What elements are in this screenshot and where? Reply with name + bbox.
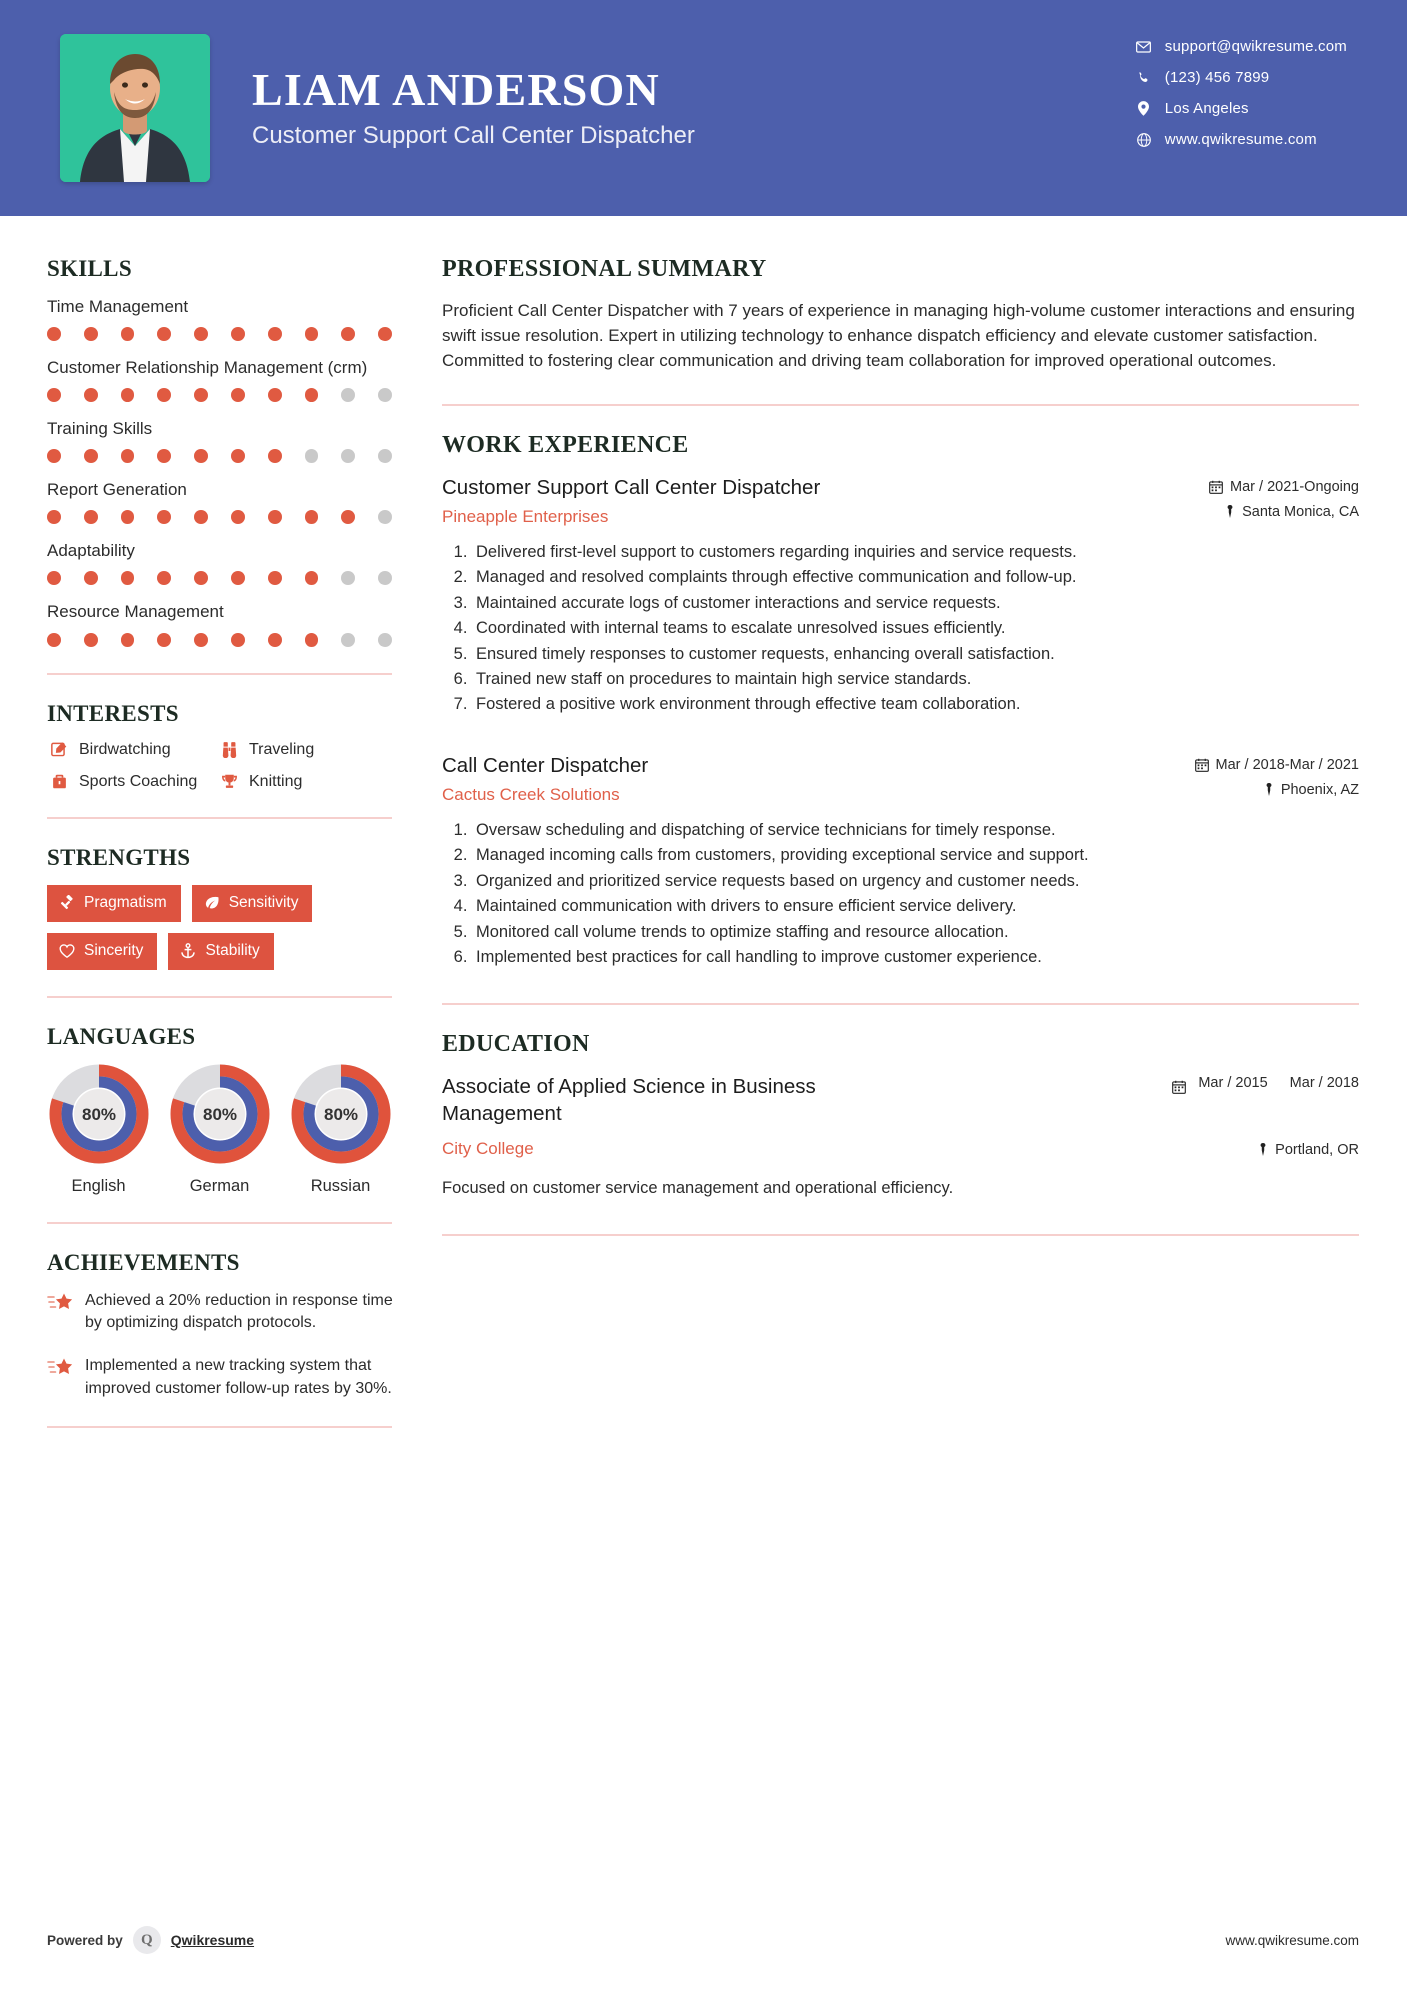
rating-dot-filled xyxy=(121,327,135,341)
skill-rating-dots xyxy=(47,571,392,585)
strength-chip xyxy=(47,933,157,970)
contact-phone-text: (123) 456 7899 xyxy=(1164,69,1270,86)
qwikresume-logo-icon: Q xyxy=(133,1926,161,1954)
rating-dot-filled xyxy=(47,388,61,402)
job-location xyxy=(1169,504,1359,520)
skill-label: Training Skills xyxy=(47,419,153,439)
rating-dot-filled xyxy=(84,633,98,647)
rating-dot-filled xyxy=(157,388,171,402)
identity-block xyxy=(252,63,695,150)
strength-chip xyxy=(47,885,181,922)
rating-dot-empty xyxy=(378,449,392,463)
job-title: Customer Support Call Center Dispatcher xyxy=(252,122,695,150)
strength-label: Sensitivity xyxy=(228,893,299,911)
strength-label: Sincerity xyxy=(84,941,144,959)
job-bullet: 2. Managed incoming calls from customers, providing exceptional service and support. xyxy=(472,844,1359,867)
svg-text:80%: 80% xyxy=(81,1104,116,1124)
skill-item xyxy=(47,479,400,524)
rating-dot-filled xyxy=(268,510,282,524)
rating-dot-filled xyxy=(268,388,282,402)
language-item xyxy=(289,1064,392,1196)
education-dates xyxy=(1172,1074,1359,1098)
language-label: English xyxy=(71,1176,126,1195)
rating-dot-filled xyxy=(341,510,355,524)
skill-item xyxy=(47,296,400,341)
skill-label: Customer Relationship Management (crm) xyxy=(47,358,368,378)
job-location-text: Santa Monica, CA xyxy=(1242,503,1359,520)
achievements-section-title: ACHIEVEMENTS xyxy=(47,1249,240,1275)
rating-dot-filled xyxy=(157,571,171,585)
divider xyxy=(442,1003,1359,1005)
interest-label: Birdwatching xyxy=(79,740,171,758)
languages-section-title: LANGUAGES xyxy=(47,1023,196,1049)
resume-body xyxy=(0,216,1407,1438)
rating-dot-filled xyxy=(305,571,319,585)
contact-website[interactable] xyxy=(1131,131,1347,148)
rating-dot-filled xyxy=(305,633,319,647)
divider xyxy=(47,996,392,998)
divider xyxy=(47,817,392,819)
contact-location[interactable] xyxy=(1131,100,1347,117)
rating-dot-empty xyxy=(341,449,355,463)
phone-icon xyxy=(1131,71,1157,85)
rating-dot-filled xyxy=(194,633,208,647)
contact-phone[interactable] xyxy=(1131,69,1347,86)
job-company: Cactus Creek Solutions xyxy=(442,784,620,804)
rating-dot-filled xyxy=(268,571,282,585)
gavel-icon xyxy=(59,895,75,911)
education-end-date: Mar / 2018 xyxy=(1289,1075,1359,1092)
rating-dot-filled xyxy=(194,388,208,402)
strength-label: Stability xyxy=(205,941,260,959)
rating-dot-filled xyxy=(84,571,98,585)
summary-section-title: PROFESSIONAL SUMMARY xyxy=(442,256,767,282)
divider xyxy=(47,1222,392,1224)
powered-by-label: Powered by xyxy=(47,1932,123,1948)
divider xyxy=(442,1234,1359,1236)
rating-dot-filled xyxy=(47,510,61,524)
job-entry xyxy=(442,753,1359,970)
star-burst-icon xyxy=(47,1355,81,1400)
map-pin-icon xyxy=(1225,504,1235,518)
education-start-date: Mar / 2015 xyxy=(1198,1075,1268,1092)
language-donut-chart xyxy=(170,1064,270,1164)
skill-label: Report Generation xyxy=(47,480,187,500)
rating-dot-filled xyxy=(121,388,135,402)
achievement-item xyxy=(47,1355,402,1400)
map-pin-icon xyxy=(1258,1142,1268,1156)
strength-chip xyxy=(192,885,313,922)
job-date-text: Mar / 2018-Mar / 2021 xyxy=(1215,756,1359,773)
rating-dot-filled xyxy=(157,633,171,647)
rating-dot-filled xyxy=(157,510,171,524)
rating-dot-filled xyxy=(231,327,245,341)
job-company: Pineapple Enterprises xyxy=(442,506,609,526)
job-bullet: 4. Coordinated with internal teams to escalate unresolved issues efficiently. xyxy=(472,617,1359,640)
contact-location-text: Los Angeles xyxy=(1164,100,1249,117)
rating-dot-empty xyxy=(341,388,355,402)
rating-dot-filled xyxy=(231,388,245,402)
calendar-icon xyxy=(1172,1074,1186,1098)
job-bullet: 1. Delivered first-level support to customers regarding inquiries and service requests. xyxy=(472,541,1359,564)
rating-dot-empty xyxy=(378,571,392,585)
education-description: Focused on customer service management and operational efficiency. xyxy=(442,1178,954,1197)
rating-dot-filled xyxy=(268,449,282,463)
rating-dot-filled xyxy=(268,633,282,647)
interest-item xyxy=(47,741,217,759)
achievement-text: Achieved a 20% reduction in response time by optimizing dispatch protocols. xyxy=(85,1291,393,1332)
job-date xyxy=(1169,757,1359,773)
strength-chip xyxy=(168,933,273,970)
rating-dot-filled xyxy=(121,449,135,463)
globe-icon xyxy=(1131,133,1157,147)
heart-icon xyxy=(59,943,75,959)
job-bullet: 5. Monitored call volume trends to optimize staffing and resource allocation. xyxy=(472,921,1359,944)
rating-dot-filled xyxy=(47,327,61,341)
rating-dot-filled xyxy=(231,510,245,524)
skill-rating-dots xyxy=(47,388,392,402)
achievements-list xyxy=(47,1290,400,1401)
rating-dot-filled xyxy=(305,388,319,402)
job-bullet: 3. Organized and prioritized service requests based on urgency and customer needs. xyxy=(472,870,1359,893)
avatar-illustration xyxy=(60,34,210,182)
rating-dot-filled xyxy=(341,327,355,341)
job-entry xyxy=(442,475,1359,745)
rating-dot-filled xyxy=(231,633,245,647)
job-bullet: 4. Maintained communication with drivers to ensure efficient service delivery. xyxy=(472,895,1359,918)
interest-label: Knitting xyxy=(249,772,303,790)
interest-item xyxy=(47,773,217,791)
svg-text:80%: 80% xyxy=(202,1104,237,1124)
profile-photo xyxy=(60,34,210,182)
skill-item xyxy=(47,418,400,463)
language-item xyxy=(47,1064,150,1196)
svg-text:80%: 80% xyxy=(323,1104,358,1124)
briefcase-icon xyxy=(47,773,71,790)
strength-label: Pragmatism xyxy=(84,893,167,911)
envelope-icon xyxy=(1131,41,1157,53)
rating-dot-filled xyxy=(84,510,98,524)
rating-dot-filled xyxy=(231,449,245,463)
language-donut-chart xyxy=(49,1064,149,1164)
rating-dot-filled xyxy=(121,571,135,585)
rating-dot-filled xyxy=(121,510,135,524)
star-burst-icon xyxy=(47,1290,81,1335)
education-entry xyxy=(442,1074,1359,1200)
skill-label: Time Management xyxy=(47,297,189,316)
leaf-icon xyxy=(204,895,220,911)
job-bullet: 6. Trained new staff on procedures to maintain high service standards. xyxy=(472,668,1359,691)
skills-list xyxy=(47,296,400,647)
rating-dot-filled xyxy=(378,327,392,341)
rating-dot-filled xyxy=(84,327,98,341)
education-school: City College xyxy=(442,1138,534,1158)
rating-dot-empty xyxy=(341,571,355,585)
divider xyxy=(47,1426,392,1428)
skill-rating-dots xyxy=(47,449,392,463)
rating-dot-filled xyxy=(194,449,208,463)
interest-item xyxy=(217,773,392,791)
strengths-list xyxy=(47,885,397,970)
footer-url: www.qwikresume.com xyxy=(1225,1932,1359,1948)
sidebar xyxy=(0,216,400,1438)
language-label: Russian xyxy=(310,1176,371,1195)
rating-dot-filled xyxy=(194,571,208,585)
job-bullet-list xyxy=(442,541,1359,717)
education-degree: Associate of Applied Science in Business Management xyxy=(442,1075,816,1126)
skill-label: Resource Management xyxy=(47,602,224,622)
language-donut-chart xyxy=(291,1064,391,1164)
contact-email-text: support@qwikresume.com xyxy=(1164,38,1347,55)
rating-dot-filled xyxy=(121,633,135,647)
rating-dot-filled xyxy=(305,510,319,524)
skill-rating-dots xyxy=(47,510,392,524)
job-location xyxy=(1169,782,1359,798)
job-location-text: Phoenix, AZ xyxy=(1280,781,1359,798)
rating-dot-empty xyxy=(305,449,319,463)
rating-dot-filled xyxy=(231,571,245,585)
achievement-item xyxy=(47,1290,402,1335)
job-bullet: 1. Oversaw scheduling and dispatching of service technicians for timely response. xyxy=(472,819,1359,842)
job-bullet: 6. Implemented best practices for call handling to improve customer experience. xyxy=(472,946,1359,969)
page-footer xyxy=(47,1926,1359,1954)
interests-section-title: INTERESTS xyxy=(47,700,179,726)
rating-dot-empty xyxy=(378,388,392,402)
contact-email[interactable] xyxy=(1131,38,1347,55)
resume-header xyxy=(0,0,1407,216)
skill-item xyxy=(47,357,400,402)
rating-dot-filled xyxy=(47,571,61,585)
rating-dot-empty xyxy=(378,510,392,524)
job-bullet: 3. Maintained accurate logs of customer interactions and service requests. xyxy=(472,592,1359,615)
interest-label: Traveling xyxy=(249,740,315,758)
job-bullet: 2. Managed and resolved complaints through effective communication and follow-up. xyxy=(472,566,1359,589)
rating-dot-filled xyxy=(157,449,171,463)
binoculars-icon xyxy=(217,741,241,758)
education-location xyxy=(1258,1142,1359,1158)
job-bullet-list xyxy=(442,819,1359,970)
anchor-icon xyxy=(180,943,196,959)
rating-dot-empty xyxy=(378,633,392,647)
rating-dot-filled xyxy=(84,388,98,402)
rating-dot-filled xyxy=(194,510,208,524)
achievement-text: Implemented a new tracking system that improved customer follow-up rates by 30%. xyxy=(85,1357,392,1397)
skill-item xyxy=(47,601,400,646)
language-label: German xyxy=(189,1176,250,1195)
contact-website-text: www.qwikresume.com xyxy=(1164,131,1317,148)
interest-item xyxy=(217,741,392,759)
skill-rating-dots xyxy=(47,633,392,647)
skill-label: Adaptability xyxy=(47,541,135,561)
map-pin-icon xyxy=(1131,101,1157,116)
skill-rating-dots xyxy=(47,327,392,341)
full-name: LIAM ANDERSON xyxy=(252,63,660,115)
contact-list xyxy=(1131,38,1347,148)
jobs-list xyxy=(442,475,1359,969)
rating-dot-filled xyxy=(194,327,208,341)
rating-dot-filled xyxy=(84,449,98,463)
job-role: Customer Support Call Center Dispatcher xyxy=(442,475,821,499)
interests-list xyxy=(47,741,392,791)
skills-section-title: SKILLS xyxy=(47,256,132,281)
main-content xyxy=(400,216,1407,1438)
powered-by-block xyxy=(47,1926,254,1954)
qwikresume-link[interactable]: Qwikresume xyxy=(170,1932,255,1948)
rating-dot-empty xyxy=(341,633,355,647)
trophy-icon xyxy=(217,773,241,790)
divider xyxy=(442,404,1359,406)
job-date-text: Mar / 2021-Ongoing xyxy=(1230,478,1359,495)
languages-list xyxy=(47,1064,392,1196)
language-item xyxy=(168,1064,271,1196)
divider xyxy=(47,673,392,675)
education-section-title: EDUCATION xyxy=(442,1031,590,1058)
calendar-icon xyxy=(1209,479,1223,494)
rating-dot-filled xyxy=(305,327,319,341)
rating-dot-filled xyxy=(268,327,282,341)
experience-section-title: WORK EXPERIENCE xyxy=(442,431,689,458)
interest-label: Sports Coaching xyxy=(79,772,198,790)
map-pin-icon xyxy=(1264,782,1274,796)
job-bullet: 7. Fostered a positive work environment through effective team collaboration. xyxy=(472,693,1359,716)
pencil-square-icon xyxy=(47,741,71,758)
strengths-section-title: STRENGTHS xyxy=(47,844,191,870)
rating-dot-filled xyxy=(47,449,61,463)
job-bullet: 5. Ensured timely responses to customer requests, enhancing overall satisfaction. xyxy=(472,643,1359,666)
rating-dot-filled xyxy=(157,327,171,341)
job-date xyxy=(1169,479,1359,495)
skill-item xyxy=(47,540,400,585)
rating-dot-filled xyxy=(47,633,61,647)
calendar-icon xyxy=(1195,757,1209,772)
job-role: Call Center Dispatcher xyxy=(442,753,649,777)
education-location-text: Portland, OR xyxy=(1275,1141,1359,1158)
summary-text: Proficient Call Center Dispatcher with 7 years of experience in managing high-volume customer interactions and ensuring swift issue resolution. Expert in utilizing technology to enhance dispatch efficiency and elevate customer satisfaction. Committed to fostering clear communication and driving team collaboration for improved operational outcomes. xyxy=(442,301,1355,370)
